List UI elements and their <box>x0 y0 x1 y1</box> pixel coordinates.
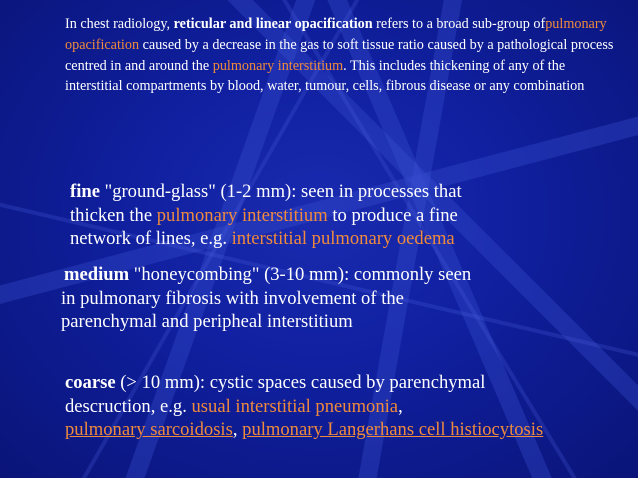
link-interstitial-pulmonary-oedema[interactable]: interstitial pulmonary oedema <box>231 228 455 249</box>
coarse-line1: (> 10 mm): cystic spaces caused by parenchymal <box>115 372 486 393</box>
fine-line2: thicken the <box>70 204 157 226</box>
coarse-line3-sep: , <box>232 419 243 440</box>
link-usual-interstitial-pneumonia[interactable]: usual interstitial pneumonia <box>191 395 399 417</box>
link-pulmonary-sarcoidosis[interactable]: pulmonary sarcoidosis <box>65 419 233 440</box>
intro-paragraph <box>65 14 625 97</box>
fine-term: fine <box>70 181 100 202</box>
coarse-section <box>65 371 635 442</box>
link-pulmonary-interstitium[interactable]: pulmonary interstitium <box>212 57 344 74</box>
coarse-line2-after: , <box>398 395 403 417</box>
intro-text-3: caused by a decrease in the gas to soft tissue ratio caused by a pathological process centred in and around the <box>65 36 614 74</box>
medium-line3: parenchymal and peripheal interstitium <box>61 311 353 332</box>
coarse-term: coarse <box>65 372 116 393</box>
link-pulmonary-opacification[interactable]: pulmonary opacification <box>65 16 607 53</box>
link-pulmonary-langerhans-cell-histiocytosis[interactable]: pulmonary Langerhans cell histiocytosis <box>242 419 544 440</box>
intro-text-2: refers to a broad sub-group of <box>372 16 546 32</box>
medium-line1: "honeycombing" (3-10 mm): commonly seen <box>129 264 472 285</box>
fine-section <box>70 180 630 251</box>
fine-line2-after: to produce a fine <box>327 204 458 226</box>
intro-term: reticular and linear opacification <box>173 16 373 32</box>
medium-line2: in pulmonary fibrosis with involvement of the <box>61 287 404 309</box>
medium-section <box>61 263 621 334</box>
fine-line1: "ground-glass" (1-2 mm): seen in processes that <box>99 181 462 202</box>
intro-text-4: . This includes thickening of any of the interstitial compartments by blood, water, tumour, cells, fibrous disease or any combination <box>65 57 585 95</box>
link-pulmonary-interstitium-2[interactable]: pulmonary interstitium <box>156 204 328 226</box>
medium-term: medium <box>64 264 130 285</box>
intro-text-1: In chest radiology, <box>65 16 174 32</box>
coarse-line2: descruction, e.g. <box>65 395 192 417</box>
fine-line3: network of lines, e.g. <box>70 228 232 249</box>
